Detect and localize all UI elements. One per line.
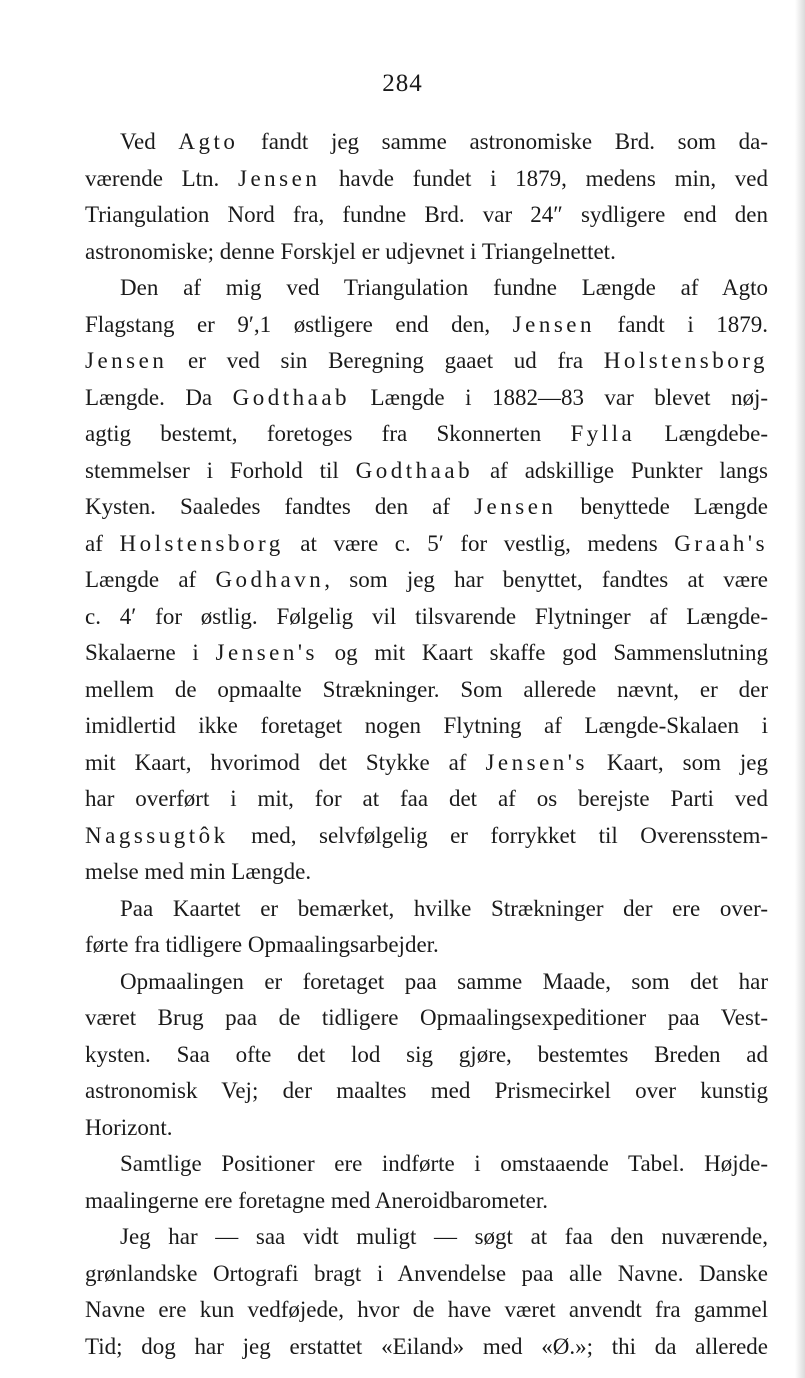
text-line xyxy=(85,891,768,928)
text-line xyxy=(85,1073,768,1110)
spaced-name: Fylla xyxy=(570,421,636,446)
page-edge-shadow xyxy=(795,0,805,1378)
text-segment: værende Ltn. xyxy=(85,165,238,191)
text-segment: at være c. 5′ for vestlig, medens xyxy=(283,530,675,556)
text-line xyxy=(85,1000,768,1037)
text-segment: er ved sin Beregning gaaet ud fra xyxy=(167,348,604,373)
text-line xyxy=(85,781,768,818)
text-segment: og mit Kaart skaffe god Sammenslutning xyxy=(317,640,768,665)
text-line xyxy=(85,307,768,344)
text-line xyxy=(85,1329,768,1366)
text-segment: astronomiske; denne Forskjel er udjevnet i Triangelnettet. xyxy=(85,238,616,264)
spaced-name: Godthaab xyxy=(355,457,474,483)
text-line xyxy=(85,416,768,453)
text-segment: , som jeg har benyttet, fandtes at være xyxy=(324,567,769,592)
text-segment: fandt i 1879. xyxy=(595,311,769,337)
text-line xyxy=(85,380,768,417)
spaced-name: Jensen xyxy=(238,165,321,191)
text-line xyxy=(85,1146,768,1183)
text-line xyxy=(85,161,768,198)
text-line xyxy=(85,1219,768,1256)
text-segment: Tid; dog har jeg erstattet «Eiland» med «Ø.»; thi da allerede xyxy=(85,1333,768,1359)
text-line xyxy=(85,1292,768,1329)
spaced-name: Holstensborg xyxy=(119,530,284,556)
text-segment: Triangulation Nord fra, fundne Brd. var 24″ sydligere end den xyxy=(85,202,768,227)
text-segment: af xyxy=(85,530,120,556)
text-line xyxy=(85,124,768,161)
text-segment: Skalaerne i xyxy=(85,640,216,665)
spaced-name: Jensen's xyxy=(215,640,318,665)
text-segment: Paa Kaartet er bemærket, hvilke Strækninger der ere over- xyxy=(120,895,768,921)
text-line xyxy=(85,927,768,964)
text-segment: Længde i 1882—83 var blevet nøj- xyxy=(350,384,768,410)
text-line xyxy=(85,453,768,490)
text-line xyxy=(85,197,768,234)
text-segment: mellem de opmaalte Strækninger. Som allerede nævnt, er der xyxy=(85,676,768,702)
text-segment: har overført i mit, for at faa det af os berejste Parti ved xyxy=(85,786,768,811)
spaced-name: Nagssugtôk xyxy=(85,822,229,848)
text-line xyxy=(85,562,768,599)
text-line xyxy=(85,964,768,1001)
text-line xyxy=(85,1037,768,1074)
text-segment: Opmaalingen er foretaget paa samme Maade, som det har xyxy=(120,968,768,994)
body-text xyxy=(85,124,768,1365)
spaced-name: Godthaab xyxy=(232,384,351,410)
text-segment: agtig bestemt, foretoges fra Skonnerten xyxy=(85,421,571,446)
text-segment: maalingerne ere foretagne med Aneroidbarometer. xyxy=(85,1187,548,1213)
text-line xyxy=(85,1183,768,1220)
text-segment: Kaart, som jeg xyxy=(587,749,769,775)
text-segment: af adskillige Punkter langs xyxy=(473,457,768,483)
text-segment: Horizont. xyxy=(85,1114,173,1140)
text-segment: Længdebe- xyxy=(635,421,769,446)
text-line xyxy=(85,672,768,709)
text-segment: Den af mig ved Triangulation fundne Længde af Agto xyxy=(120,275,768,300)
text-segment: førte fra tidligere Opmaalingsarbejder. xyxy=(85,932,439,957)
spaced-name: Holstensborg xyxy=(603,348,768,373)
text-segment: astronomisk Vej; der maaltes med Prismecirkel over kunstig xyxy=(85,1078,768,1103)
text-line xyxy=(85,854,768,891)
text-line xyxy=(85,745,768,782)
text-line xyxy=(85,708,768,745)
text-segment: Kysten. Saaledes fandtes den af xyxy=(85,494,475,519)
spaced-name: Jensen xyxy=(85,348,168,373)
text-segment: Længde af xyxy=(85,567,216,592)
text-segment: melse med min Længde. xyxy=(85,859,312,884)
text-segment: stemmelser i Forhold til xyxy=(85,457,356,483)
text-line xyxy=(85,1110,768,1147)
text-line xyxy=(85,343,768,380)
text-segment: c. 4′ for østlig. Følgelig vil tilsvarende Flytninger af Længde- xyxy=(85,603,768,629)
text-segment: med, selvfølgelig er forrykket til Overensstem- xyxy=(228,822,768,848)
text-line xyxy=(85,270,768,307)
spaced-name: Jensen xyxy=(512,311,595,337)
text-line xyxy=(85,1256,768,1293)
text-segment: været Brug paa de tidligere Opmaalingsexpeditioner paa Vest- xyxy=(85,1005,768,1030)
spaced-name: Graah's xyxy=(674,530,769,556)
spaced-name: Jensen xyxy=(474,494,557,519)
text-segment: mit Kaart, hvorimod det Stykke af xyxy=(85,749,486,775)
text-segment: Navne ere kun vedføjede, hvor de have været anvendt fra gammel xyxy=(85,1297,768,1322)
page-number: 284 xyxy=(382,70,423,97)
text-segment: Jeg har — saa vidt muligt — søgt at faa den nuværende, xyxy=(120,1224,768,1249)
text-line xyxy=(85,635,768,672)
text-segment: Samtlige Positioner ere indførte i omstaaende Tabel. Højde- xyxy=(120,1151,768,1176)
spaced-name: Godhavn xyxy=(215,567,325,592)
text-segment: Ved xyxy=(120,129,179,154)
text-segment: Flagstang er 9′,1 østligere end den, xyxy=(85,311,513,337)
text-line xyxy=(85,489,768,526)
spaced-name: Jensen's xyxy=(485,749,588,775)
text-line xyxy=(85,818,768,855)
text-segment: fandt jeg samme astronomiske Brd. som da- xyxy=(238,129,768,154)
text-segment: imidlertid ikke foretaget nogen Flytning af Længde-Skalaen i xyxy=(85,713,768,738)
text-segment: grønlandske Ortografi bragt i Anvendelse paa alle Navne. Danske xyxy=(85,1260,768,1286)
text-segment: Længde. Da xyxy=(85,384,233,410)
text-segment: kysten. Saa ofte det lod sig gjøre, bestemtes Breden ad xyxy=(85,1041,768,1067)
spaced-name: Agto xyxy=(178,129,239,154)
text-line xyxy=(85,526,768,563)
text-segment: benyttede Længde xyxy=(556,494,768,519)
text-line xyxy=(85,599,768,636)
text-line xyxy=(85,234,768,271)
text-segment: havde fundet i 1879, medens min, ved xyxy=(320,165,769,191)
